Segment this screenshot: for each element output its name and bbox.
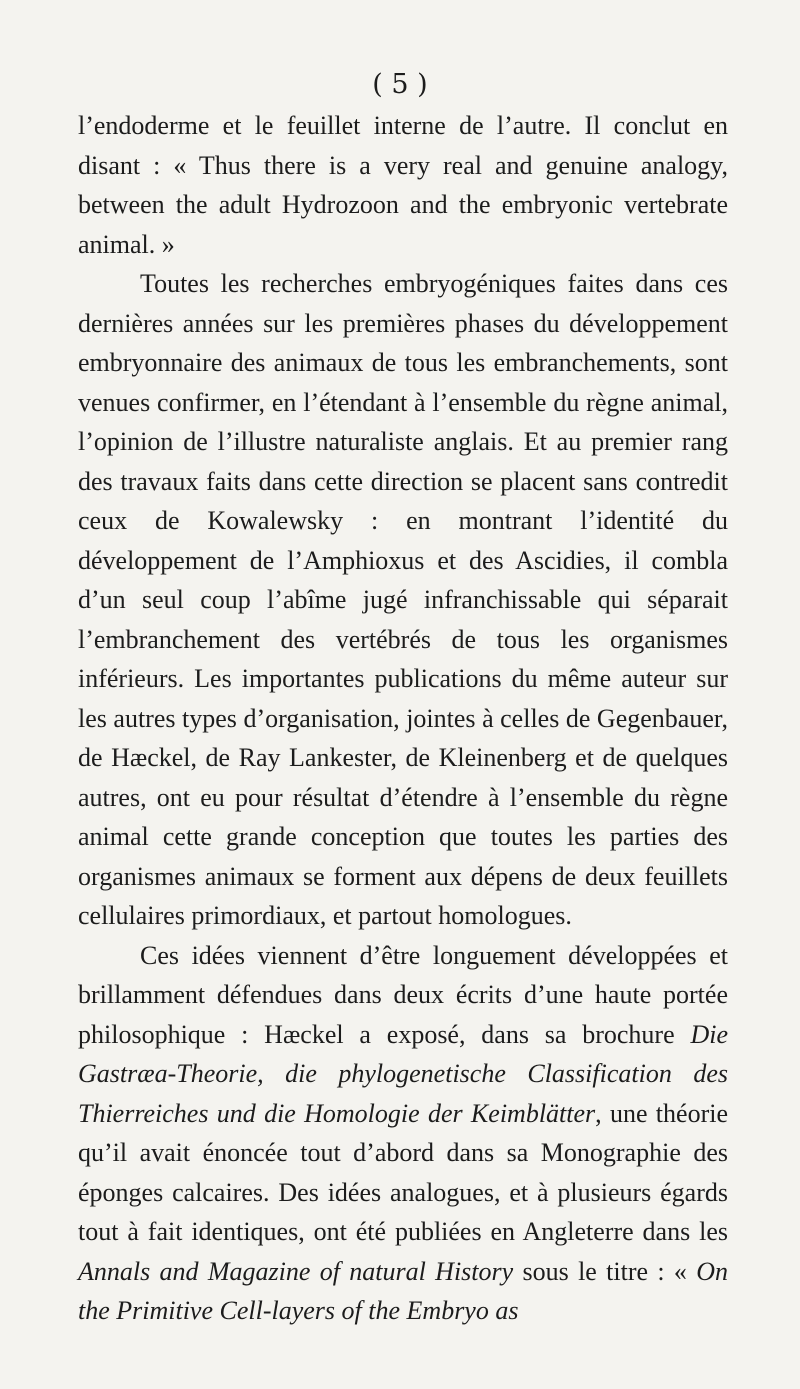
text-run: sous le titre : « xyxy=(513,1256,697,1286)
body-text xyxy=(78,106,728,1331)
paragraph xyxy=(78,264,728,936)
text-run: , une théorie qu’il avait énoncée tout d’abord dans sa Monographie des éponges calcaires. Des idées analogues, et à plusieurs égards tout à fait identiques, ont été publiées en Angleterre dans les xyxy=(78,1098,728,1246)
italic-title: On the Primitive Cell-layers of the Embryo as xyxy=(78,1256,729,1325)
italic-title: Annals and Magazine of natural History xyxy=(78,1256,514,1286)
italic-title: Die Gastræa-Theorie, die phylogenetische Classification des Thierreiches und die Homologie der Keimblätter xyxy=(78,1019,728,1128)
paragraph xyxy=(78,106,728,264)
paragraph xyxy=(78,936,728,1331)
page-number: ( 5 ) xyxy=(372,69,428,100)
text-run: Toutes les recherches embryogéniques faites dans ces dernières années sur les premières phases du développement embryonnaire des animaux de tous les embranchements, sont venues confirmer, en l’étendant à l’ensemble du règne animal, l’opinion de l’illustre naturaliste anglais. Et au premier rang des travaux faits dans cette direction se placent sans contredit ceux de Kowalewsky : en montrant l’identité du développement de l’Amphioxus et des Ascidies, il combla d’un seul coup l’abîme jugé infranchissable qui séparait l’embranchement des vertébrés de tous les organismes inférieurs. Les importantes publications du même auteur sur les autres types d’organisation, jointes à celles de Gegenbauer, de Hæckel, de Ray Lankester, de Kleinenberg et de quelques autres, ont eu pour résultat d’étendre à l’ensemble du règne animal cette grande conception que toutes les parties des organismes animaux se forment aux dépens de deux feuillets cellulaires primordiaux, et partout homologues. xyxy=(78,269,728,930)
text-run: Ces idées viennent d’être longuement développées et brillamment défendues dans deux écrits d’une haute portée philosophique : Hæckel a exposé, dans sa brochure xyxy=(78,940,728,1049)
text-run: l’endoderme et le feuillet interne de l’autre. Il conclut en disant : « Thus there is a very real and genuine analogy, between the adult Hydrozoon and the embryonic vertebrate animal. » xyxy=(78,111,728,259)
